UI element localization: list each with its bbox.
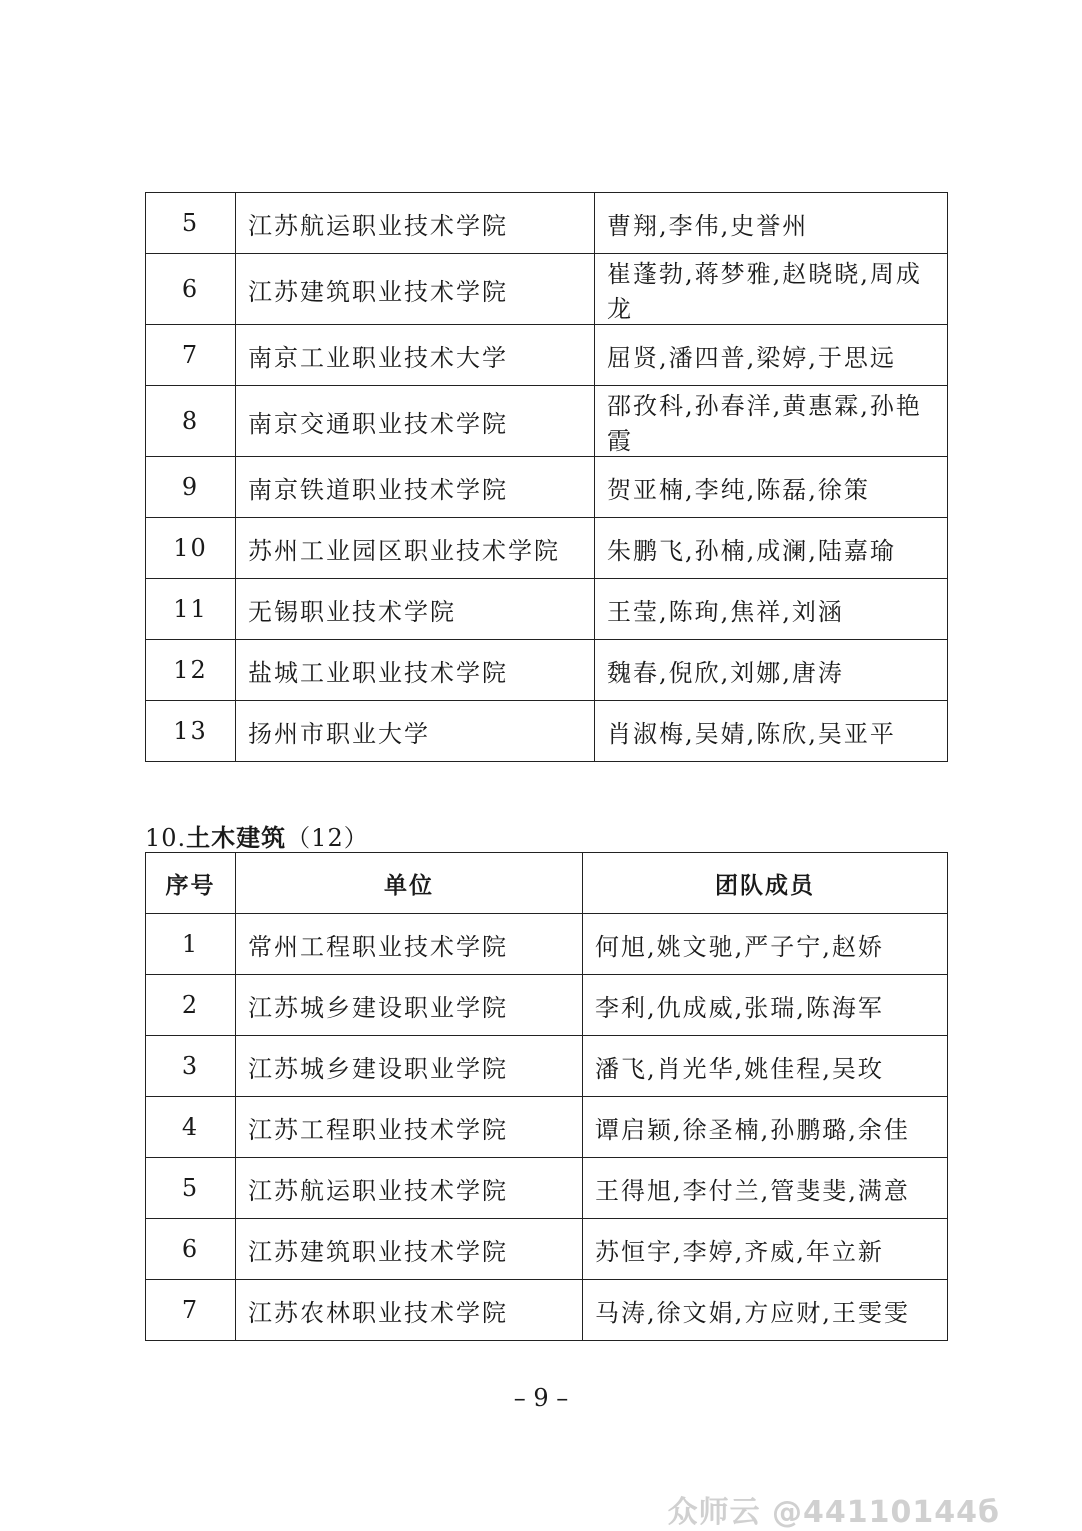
row-number: 1 xyxy=(146,914,236,975)
team-members: 肖淑梅,吴婧,陈欣,吴亚平 xyxy=(595,701,948,762)
table-body xyxy=(146,193,948,762)
unit-name: 南京交通职业技术学院 xyxy=(236,386,595,457)
section-count: （12） xyxy=(286,824,369,852)
team-members: 潘飞,肖光华,姚佳程,吴玫 xyxy=(583,1036,948,1097)
table-row xyxy=(146,640,948,701)
row-number: 4 xyxy=(146,1097,236,1158)
unit-name: 盐城工业职业技术学院 xyxy=(236,640,595,701)
table-row xyxy=(146,579,948,640)
row-number: 12 xyxy=(146,640,236,701)
unit-name: 江苏航运职业技术学院 xyxy=(236,193,595,254)
team-members: 曹翔,李伟,史誉州 xyxy=(595,193,948,254)
section-heading xyxy=(145,818,369,853)
row-number: 5 xyxy=(146,193,236,254)
unit-name: 苏州工业园区职业技术学院 xyxy=(236,518,595,579)
row-number: 2 xyxy=(146,975,236,1036)
unit-name: 扬州市职业大学 xyxy=(236,701,595,762)
row-number: 6 xyxy=(146,254,236,325)
row-number: 7 xyxy=(146,1280,236,1341)
team-members: 李利,仇成威,张瑞,陈海军 xyxy=(583,975,948,1036)
table-row xyxy=(146,975,948,1036)
unit-name: 江苏城乡建设职业学院 xyxy=(236,1036,583,1097)
header-unit: 单位 xyxy=(236,853,583,914)
unit-name: 江苏航运职业技术学院 xyxy=(236,1158,583,1219)
table-row xyxy=(146,1036,948,1097)
row-number: 3 xyxy=(146,1036,236,1097)
team-members: 崔蓬勃,蒋梦雅,赵晓晓,周成龙 xyxy=(595,254,948,325)
team-members: 魏春,倪欣,刘娜,唐涛 xyxy=(595,640,948,701)
team-members: 邵孜科,孙春洋,黄惠霖,孙艳霞 xyxy=(595,386,948,457)
team-table-continued xyxy=(145,192,948,762)
unit-name: 无锡职业技术学院 xyxy=(236,579,595,640)
header-members: 团队成员 xyxy=(583,853,948,914)
table-row xyxy=(146,1280,948,1341)
team-members: 贺亚楠,李纯,陈磊,徐策 xyxy=(595,457,948,518)
unit-name: 江苏城乡建设职业学院 xyxy=(236,975,583,1036)
row-number: 11 xyxy=(146,579,236,640)
row-number: 7 xyxy=(146,325,236,386)
unit-name: 江苏建筑职业技术学院 xyxy=(236,254,595,325)
unit-name: 南京铁道职业技术学院 xyxy=(236,457,595,518)
table-body xyxy=(146,914,948,1341)
row-number: 8 xyxy=(146,386,236,457)
team-members: 王得旭,李付兰,管斐斐,满意 xyxy=(583,1158,948,1219)
team-members: 何旭,姚文驰,严子宁,赵娇 xyxy=(583,914,948,975)
table-row xyxy=(146,701,948,762)
unit-name: 江苏建筑职业技术学院 xyxy=(236,1219,583,1280)
row-number: 6 xyxy=(146,1219,236,1280)
table-row xyxy=(146,1158,948,1219)
unit-name: 江苏工程职业技术学院 xyxy=(236,1097,583,1158)
table-row xyxy=(146,914,948,975)
section-number: 10. xyxy=(145,824,187,852)
page-number: – 9 – xyxy=(513,1384,569,1412)
table-row xyxy=(146,1219,948,1280)
row-number: 9 xyxy=(146,457,236,518)
team-members: 屈贤,潘四普,梁婷,于思远 xyxy=(595,325,948,386)
table-row xyxy=(146,457,948,518)
table-row xyxy=(146,193,948,254)
header-number: 序号 xyxy=(146,853,236,914)
row-number: 13 xyxy=(146,701,236,762)
unit-name: 江苏农林职业技术学院 xyxy=(236,1280,583,1341)
team-members: 马涛,徐文娟,方应财,王雯雯 xyxy=(583,1280,948,1341)
watermark: 众师云 @44110144б xyxy=(667,1495,1000,1530)
section-name: 土木建筑 xyxy=(186,824,287,852)
team-table-civil-engineering xyxy=(145,852,948,1341)
header-row xyxy=(146,853,948,914)
unit-name: 南京工业职业技术大学 xyxy=(236,325,595,386)
unit-name: 常州工程职业技术学院 xyxy=(236,914,583,975)
table-row xyxy=(146,254,948,325)
row-number: 10 xyxy=(146,518,236,579)
table-row xyxy=(146,518,948,579)
team-members: 谭启颖,徐圣楠,孙鹏璐,余佳 xyxy=(583,1097,948,1158)
team-members: 朱鹏飞,孙楠,成澜,陆嘉瑜 xyxy=(595,518,948,579)
row-number: 5 xyxy=(146,1158,236,1219)
team-members: 王莹,陈珣,焦祥,刘涵 xyxy=(595,579,948,640)
table-row xyxy=(146,1097,948,1158)
table-row xyxy=(146,325,948,386)
team-members: 苏恒宇,李婷,齐威,年立新 xyxy=(583,1219,948,1280)
table-row xyxy=(146,386,948,457)
table-header xyxy=(146,853,948,914)
